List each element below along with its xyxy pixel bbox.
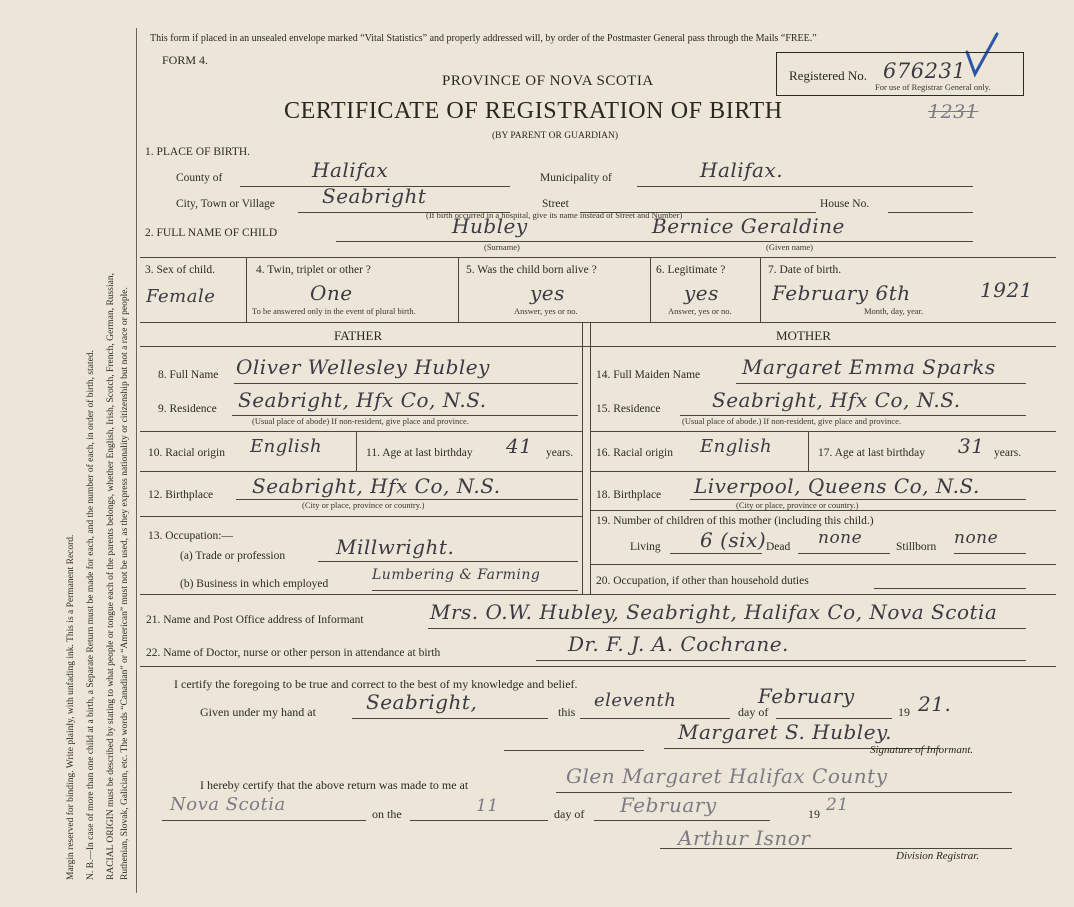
father-birthplace-label: 12. Birthplace — [148, 489, 214, 501]
postal-notice: This form if placed in an unsealed envelope marked “Vital Statistics” and properly addressed will, by order of the Postmaster General pass through the Mails “FREE.” — [150, 33, 817, 44]
father-residence-label: 9. Residence — [158, 403, 217, 415]
father-occupation-label: 13. Occupation:— — [148, 530, 233, 542]
father-age-label: 11. Age at last birthday — [366, 447, 473, 459]
given-name-caption: (Given name) — [766, 242, 813, 252]
mother-racial: English — [700, 436, 773, 457]
certification-year-prefix: 19 — [898, 705, 910, 719]
province-heading: PROVINCE OF NOVA SCOTIA — [442, 73, 654, 89]
child-name-label: 2. FULL NAME OF CHILD — [145, 227, 278, 239]
mother-residence: Seabright, Hfx Co, N.S. — [712, 388, 961, 412]
registrar-month: February — [620, 793, 717, 817]
father-birthplace-note: (City or place, province or country.) — [302, 500, 425, 510]
registrar-place: Glen Margaret Halifax County — [566, 764, 888, 788]
side-note-racial-origin: RACIAL ORIGIN must be described by stating to what people or tongue each of the parents belongs, whether English, Irish, Scotch, French, German, Russian, — [106, 273, 116, 880]
born-alive-label: 5. Was the child born alive ? — [466, 264, 597, 276]
this-label: this — [558, 705, 576, 719]
certification-year: 21. — [918, 692, 952, 716]
mother-heading: MOTHER — [776, 328, 831, 343]
father-birthplace: Seabright, Hfx Co, N.S. — [252, 474, 501, 498]
division-registrar-label: Division Registrar. — [896, 850, 980, 862]
informant-label: 21. Name and Post Office address of Informant — [146, 614, 364, 626]
form-number: FORM 4. — [162, 53, 209, 67]
father-heading: FATHER — [334, 328, 383, 343]
mother-birthplace-label: 18. Birthplace — [596, 489, 662, 501]
father-racial: English — [250, 436, 323, 457]
sex-value: Female — [146, 286, 216, 307]
date-of-birth-note: Month, day, year. — [864, 306, 924, 316]
mother-age: 31 — [958, 434, 985, 458]
dead-value: none — [818, 528, 863, 548]
county-label: County of — [176, 172, 223, 184]
city-label: City, Town or Village — [176, 198, 275, 210]
legitimate-label: 6. Legitimate ? — [656, 264, 726, 276]
doctor-label: 22. Name of Doctor, nurse or other person in attendance at birth — [146, 647, 441, 659]
city-value: Seabright — [322, 184, 427, 208]
informant-value: Mrs. O.W. Hubley, Seabright, Halifax Co, Nova Scotia — [430, 600, 998, 624]
registrar-statement: I hereby certify that the above return was made to me at — [200, 778, 469, 792]
house-number-label: House No. — [820, 198, 870, 210]
mother-name: Margaret Emma Sparks — [742, 355, 996, 379]
municipality-label: Municipality of — [540, 172, 612, 184]
registrar-year-prefix: 19 — [808, 807, 820, 821]
doctor-value: Dr. F. J. A. Cochrane. — [568, 632, 789, 656]
mother-birthplace-note: (City or place, province or country.) — [736, 500, 859, 510]
twin-label: 4. Twin, triplet or other ? — [256, 264, 371, 276]
registrar-on-the-label: on the — [372, 807, 402, 821]
registrar-place-cont: Nova Scotia — [170, 794, 286, 815]
born-alive-value: yes — [530, 281, 565, 305]
mother-occupation-label: 20. Occupation, if other than household duties — [596, 575, 809, 587]
father-name: Oliver Wellesley Hubley — [236, 355, 490, 379]
registered-label: Registered No. — [789, 68, 867, 83]
mother-residence-label: 15. Residence — [596, 403, 661, 415]
born-alive-note: Answer, yes or no. — [514, 306, 578, 316]
father-business-label: (b) Business in which employed — [180, 578, 329, 590]
signature-of-informant-label: Signature of Informant. — [870, 744, 974, 756]
certificate-title: CERTIFICATE OF REGISTRATION OF BIRTH — [284, 98, 783, 124]
sex-label: 3. Sex of child. — [145, 264, 215, 276]
father-residence-note: (Usual place of abode) If non-resident, give place and province. — [252, 416, 469, 426]
registrar-year: 21 — [826, 795, 849, 815]
father-age: 41 — [506, 434, 533, 458]
certification-month: February — [758, 684, 855, 708]
informant-signature: Margaret S. Hubley. — [678, 720, 893, 744]
mother-racial-label: 16. Racial origin — [596, 447, 673, 459]
living-value: 6 (six) — [700, 528, 767, 552]
stillborn-value: none — [954, 528, 999, 548]
mother-residence-note: (Usual place of abode.) If non-resident, give place and province. — [682, 416, 902, 426]
date-of-birth-label: 7. Date of birth. — [768, 264, 842, 276]
father-name-label: 8. Full Name — [158, 369, 219, 381]
father-racial-label: 10. Racial origin — [148, 447, 225, 459]
side-note-binding: Margin reserved for binding. Write plainly, with unfading ink. This is a Permanent Record. — [66, 534, 76, 880]
registrar-day-of-label: day of — [554, 807, 585, 821]
registrar-use-note: For use of Registrar General only. — [875, 82, 991, 92]
certification-statement: I certify the foregoing to be true and correct to the best of my knowledge and belief. — [174, 677, 578, 691]
father-business: Lumbering & Farming — [372, 567, 541, 583]
mother-years-label: years. — [994, 447, 1022, 459]
father-residence: Seabright, Hfx Co, N.S. — [238, 388, 487, 412]
hospital-note: (If birth occurred in a hospital, give its name instead of Street and Number) — [426, 210, 683, 220]
side-note-racial-origin-cont: Ruthenian, Slovak, Galician, etc. The words “Canadian” or “American” must not be used, as they express nationality or citizenship but not a race or people. — [120, 287, 130, 880]
municipality-value: Halifax. — [700, 158, 784, 182]
certification-day: eleventh — [594, 690, 677, 711]
legitimate-value: yes — [684, 281, 719, 305]
street-label: Street — [542, 198, 569, 210]
surname-caption: (Surname) — [484, 242, 520, 252]
struck-number: 1231 — [928, 101, 979, 123]
legitimate-note: Answer, yes or no. — [668, 306, 732, 316]
twin-note: To be answered only in the event of plural birth. — [252, 306, 416, 316]
stillborn-label: Stillborn — [896, 541, 937, 553]
side-note-multiple-births: N. B.—In case of more than one child at a birth, a Separate Return must be made for each, and the number of each, in order of birth, stated. — [86, 350, 96, 880]
registered-number: 676231 — [883, 59, 967, 83]
mother-birthplace: Liverpool, Queens Co, N.S. — [694, 474, 980, 498]
place-of-birth-heading: 1. PLACE OF BIRTH. — [145, 146, 251, 158]
registration-box — [776, 52, 1024, 96]
child-surname: Hubley — [452, 214, 528, 238]
certification-place: Seabright, — [366, 690, 478, 714]
father-years-label: years. — [546, 447, 574, 459]
registrar-signature: Arthur Isnor — [678, 826, 811, 850]
date-of-birth-month-day: February 6th — [772, 281, 911, 305]
children-count-label: 19. Number of children of this mother (including this child.) — [596, 515, 874, 527]
mother-name-label: 14. Full Maiden Name — [596, 369, 701, 381]
living-label: Living — [630, 541, 661, 553]
registrar-day: 11 — [476, 796, 499, 816]
county-value: Halifax — [312, 158, 389, 182]
child-given-names: Bernice Geraldine — [652, 214, 845, 238]
certification-day-of-label: day of — [738, 705, 769, 719]
twin-value: One — [310, 281, 353, 305]
mother-age-label: 17. Age at last birthday — [818, 447, 925, 459]
given-under-hand-label: Given under my hand at — [200, 705, 316, 719]
father-trade: Millwright. — [336, 535, 455, 559]
date-of-birth-year: 1921 — [980, 278, 1033, 302]
certificate-subtitle: (BY PARENT OR GUARDIAN) — [492, 131, 619, 141]
father-trade-label: (a) Trade or profession — [180, 550, 286, 562]
dead-label: Dead — [766, 541, 791, 553]
